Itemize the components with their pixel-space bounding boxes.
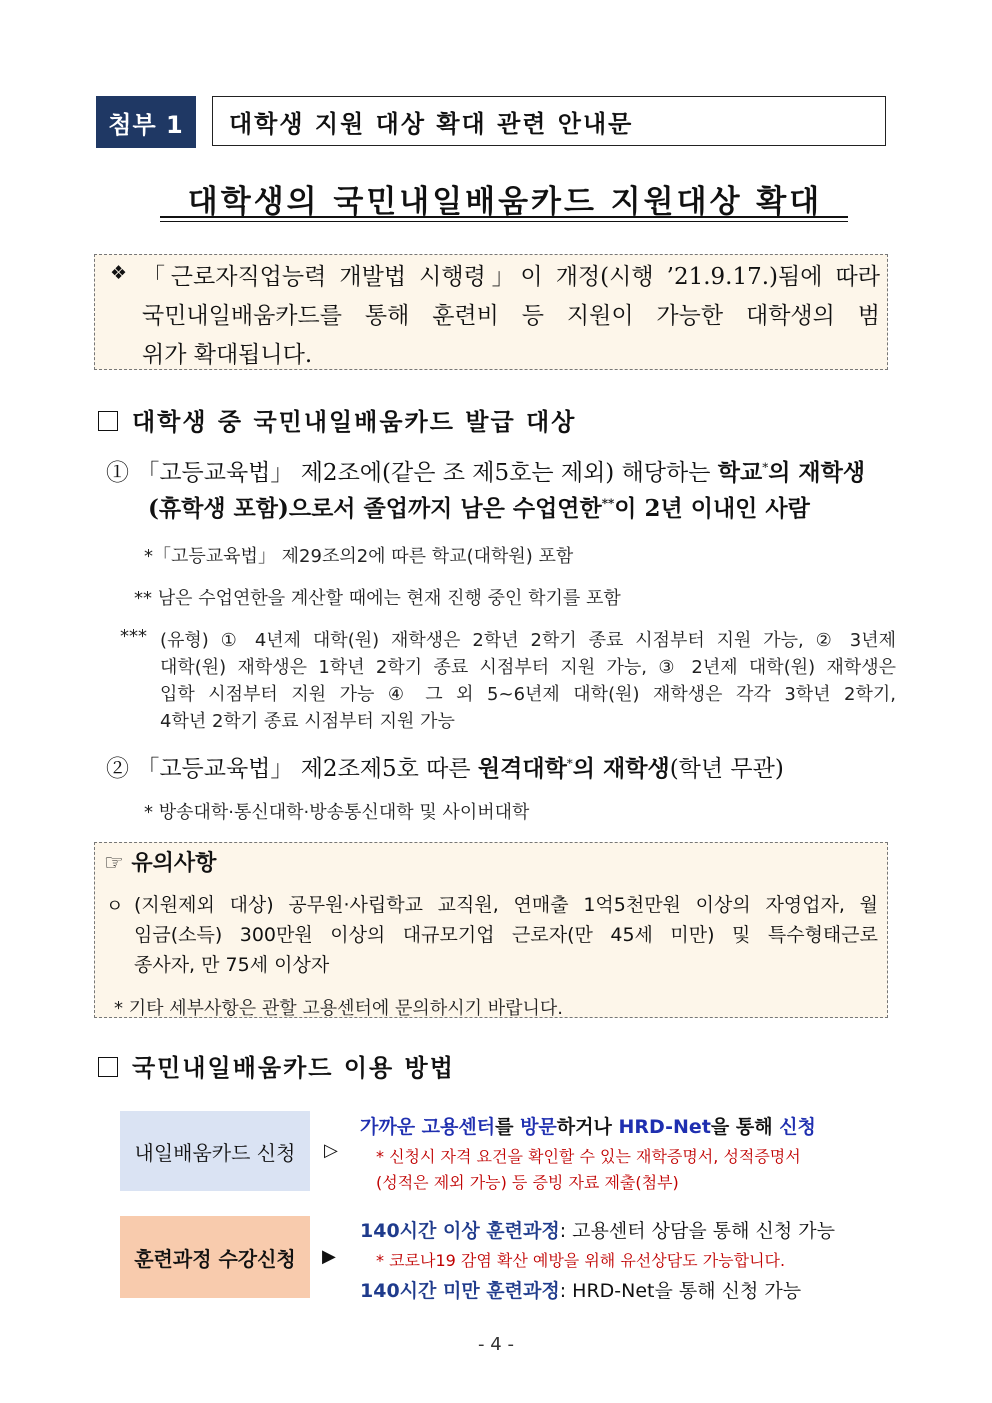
highlight-text: 140시간 미만 훈련과정	[360, 1280, 560, 1302]
item-text: 「고등교육법」 제2조에(같은 조 제5호는 제외) 해당하는	[136, 460, 718, 486]
footnote-mark: *	[566, 756, 573, 771]
footnote-3-line-2: 대학(원) 재학생은 1학년 2학기 종료 시점부터 지원 가능, ③ 2년제 대학(원) 재학생은	[160, 657, 896, 678]
item-emphasis: 학교	[717, 459, 763, 486]
section-heading-text: 국민내일배움카드 이용 방법	[132, 1054, 455, 1082]
item-emphasis: 의 재학생	[768, 459, 866, 486]
caution-line-3: 종사자, 만 75세 이상자	[134, 954, 330, 976]
highlight-text: 140시간 이상 훈련과정	[360, 1220, 560, 1242]
filled-arrow-icon: ▶	[322, 1246, 336, 1267]
title-underline-thin	[160, 221, 848, 222]
page-number: - 4 -	[478, 1334, 514, 1355]
highlight-text: 방문	[520, 1116, 557, 1138]
checkbox-square-icon	[98, 411, 118, 431]
section-heading-text: 대학생 중 국민내일배움카드 발급 대상	[132, 408, 577, 436]
step2-note: * 코로나19 감염 확산 예방을 위해 유선상담도 가능합니다.	[376, 1251, 786, 1270]
notice-line-2: 국민내일배움카드를 통해 훈련비 등 지원이 가능한 대학생의 범	[142, 303, 880, 329]
item-text: (학년 무관)	[669, 756, 784, 782]
footnote-1: *「고등교육법」 제29조의2에 따른 학교(대학원) 포함	[144, 546, 574, 567]
step-card-apply: 내일배움카드 신청	[120, 1111, 310, 1191]
item-emphasis: (휴학생 포함)으로서 졸업까지 남은 수업연한	[148, 495, 602, 522]
attachment-badge: 첨부 1	[96, 96, 196, 148]
footnote-3-line-3: 입학 시점부터 지원 가능 ④ 그 외 5~6년제 대학(원) 재학생은 각각 3학년 2학기,	[160, 684, 896, 705]
item-text: 「고등교육법」 제2조제5호 따른	[136, 756, 478, 782]
diamond-bullet-icon: ❖	[110, 262, 128, 284]
highlight-text: HRD-Net	[618, 1116, 711, 1138]
eligibility-item-1-line-2	[148, 490, 810, 523]
footnote-mark: *	[762, 460, 769, 475]
highlight-text: 가까운 고용센터	[360, 1116, 496, 1138]
footnote-3-mark: ***	[120, 626, 147, 647]
footnote-2: ** 남은 수업연한을 계산할 때에는 현재 진행 중인 학기를 포함	[134, 588, 621, 609]
page-title: 대학생의 국민내일배움카드 지원대상 확대	[187, 184, 823, 220]
text: 를	[495, 1116, 521, 1138]
caution-line-2: 임금(소득) 300만원 이상의 대규모기업 근로자(만 45세 미만) 및 특수형태근로	[134, 924, 878, 946]
step2-line-3	[360, 1276, 801, 1303]
text: : HRD-Net을 통해 신청 가능	[559, 1280, 802, 1302]
checkbox-square-icon	[98, 1057, 118, 1077]
footnote-4: * 방송대학·통신대학·방송통신대학 및 사이버대학	[144, 802, 530, 823]
hollow-arrow-icon: ▷	[324, 1140, 338, 1161]
item-emphasis: 이 2년 이내인 사람	[614, 495, 810, 522]
step2-line-1	[360, 1216, 835, 1243]
eligibility-item-2	[106, 750, 784, 783]
bullet-icon: ㅇ	[106, 896, 124, 917]
notice-line-1: 「근로자직업능력 개발법 시행령」이 개정(시행 ’21.9.17.)됨에 따라	[142, 264, 880, 290]
footnote-3-line-1: (유형) ① 4년제 대학(원) 재학생은 2학년 2학기 종료 시점부터 지원 가능, ② 3년제	[160, 630, 896, 651]
footnote-mark: **	[601, 496, 615, 511]
eligibility-item-1-line-1	[106, 454, 865, 487]
step-card-enroll: 훈련과정 수강신청	[120, 1216, 310, 1298]
item-emphasis: 원격대학	[477, 755, 567, 782]
notice-line-3: 위가 확대됩니다.	[142, 342, 313, 368]
caution-heading: ☞ 유의사항	[104, 851, 217, 876]
text: 을 통해	[710, 1116, 780, 1138]
caution-footnote: * 기타 세부사항은 관할 고용센터에 문의하시기 바랍니다.	[114, 998, 563, 1019]
step1-note-line-2: (성적은 제외 가능) 등 증빙 자료 제출(첨부)	[376, 1173, 679, 1192]
title-underline	[160, 216, 848, 218]
text: 하거나	[556, 1116, 619, 1138]
step1-description	[360, 1112, 816, 1139]
caution-line-1: (지원제외 대상) 공무원·사립학교 교직원, 연매출 1억5천만원 이상의 자영업자, 월	[134, 894, 878, 916]
item-number: ①	[106, 460, 129, 486]
section-heading-eligibility	[98, 402, 576, 437]
item-emphasis: 의 재학생	[572, 755, 670, 782]
step1-note-line-1: * 신청시 자격 요건을 확인할 수 있는 재학증명서, 성적증명서	[376, 1147, 801, 1166]
item-number: ②	[106, 756, 129, 782]
highlight-text: 신청	[779, 1116, 816, 1138]
footnote-3-line-4: 4학년 2학기 종료 시점부터 지원 가능	[160, 711, 455, 732]
attachment-title: 대학생 지원 대상 확대 관련 안내문	[212, 96, 886, 146]
text: : 고용센터 상담을 통해 신청 가능	[559, 1220, 835, 1242]
section-heading-usage	[98, 1048, 455, 1083]
